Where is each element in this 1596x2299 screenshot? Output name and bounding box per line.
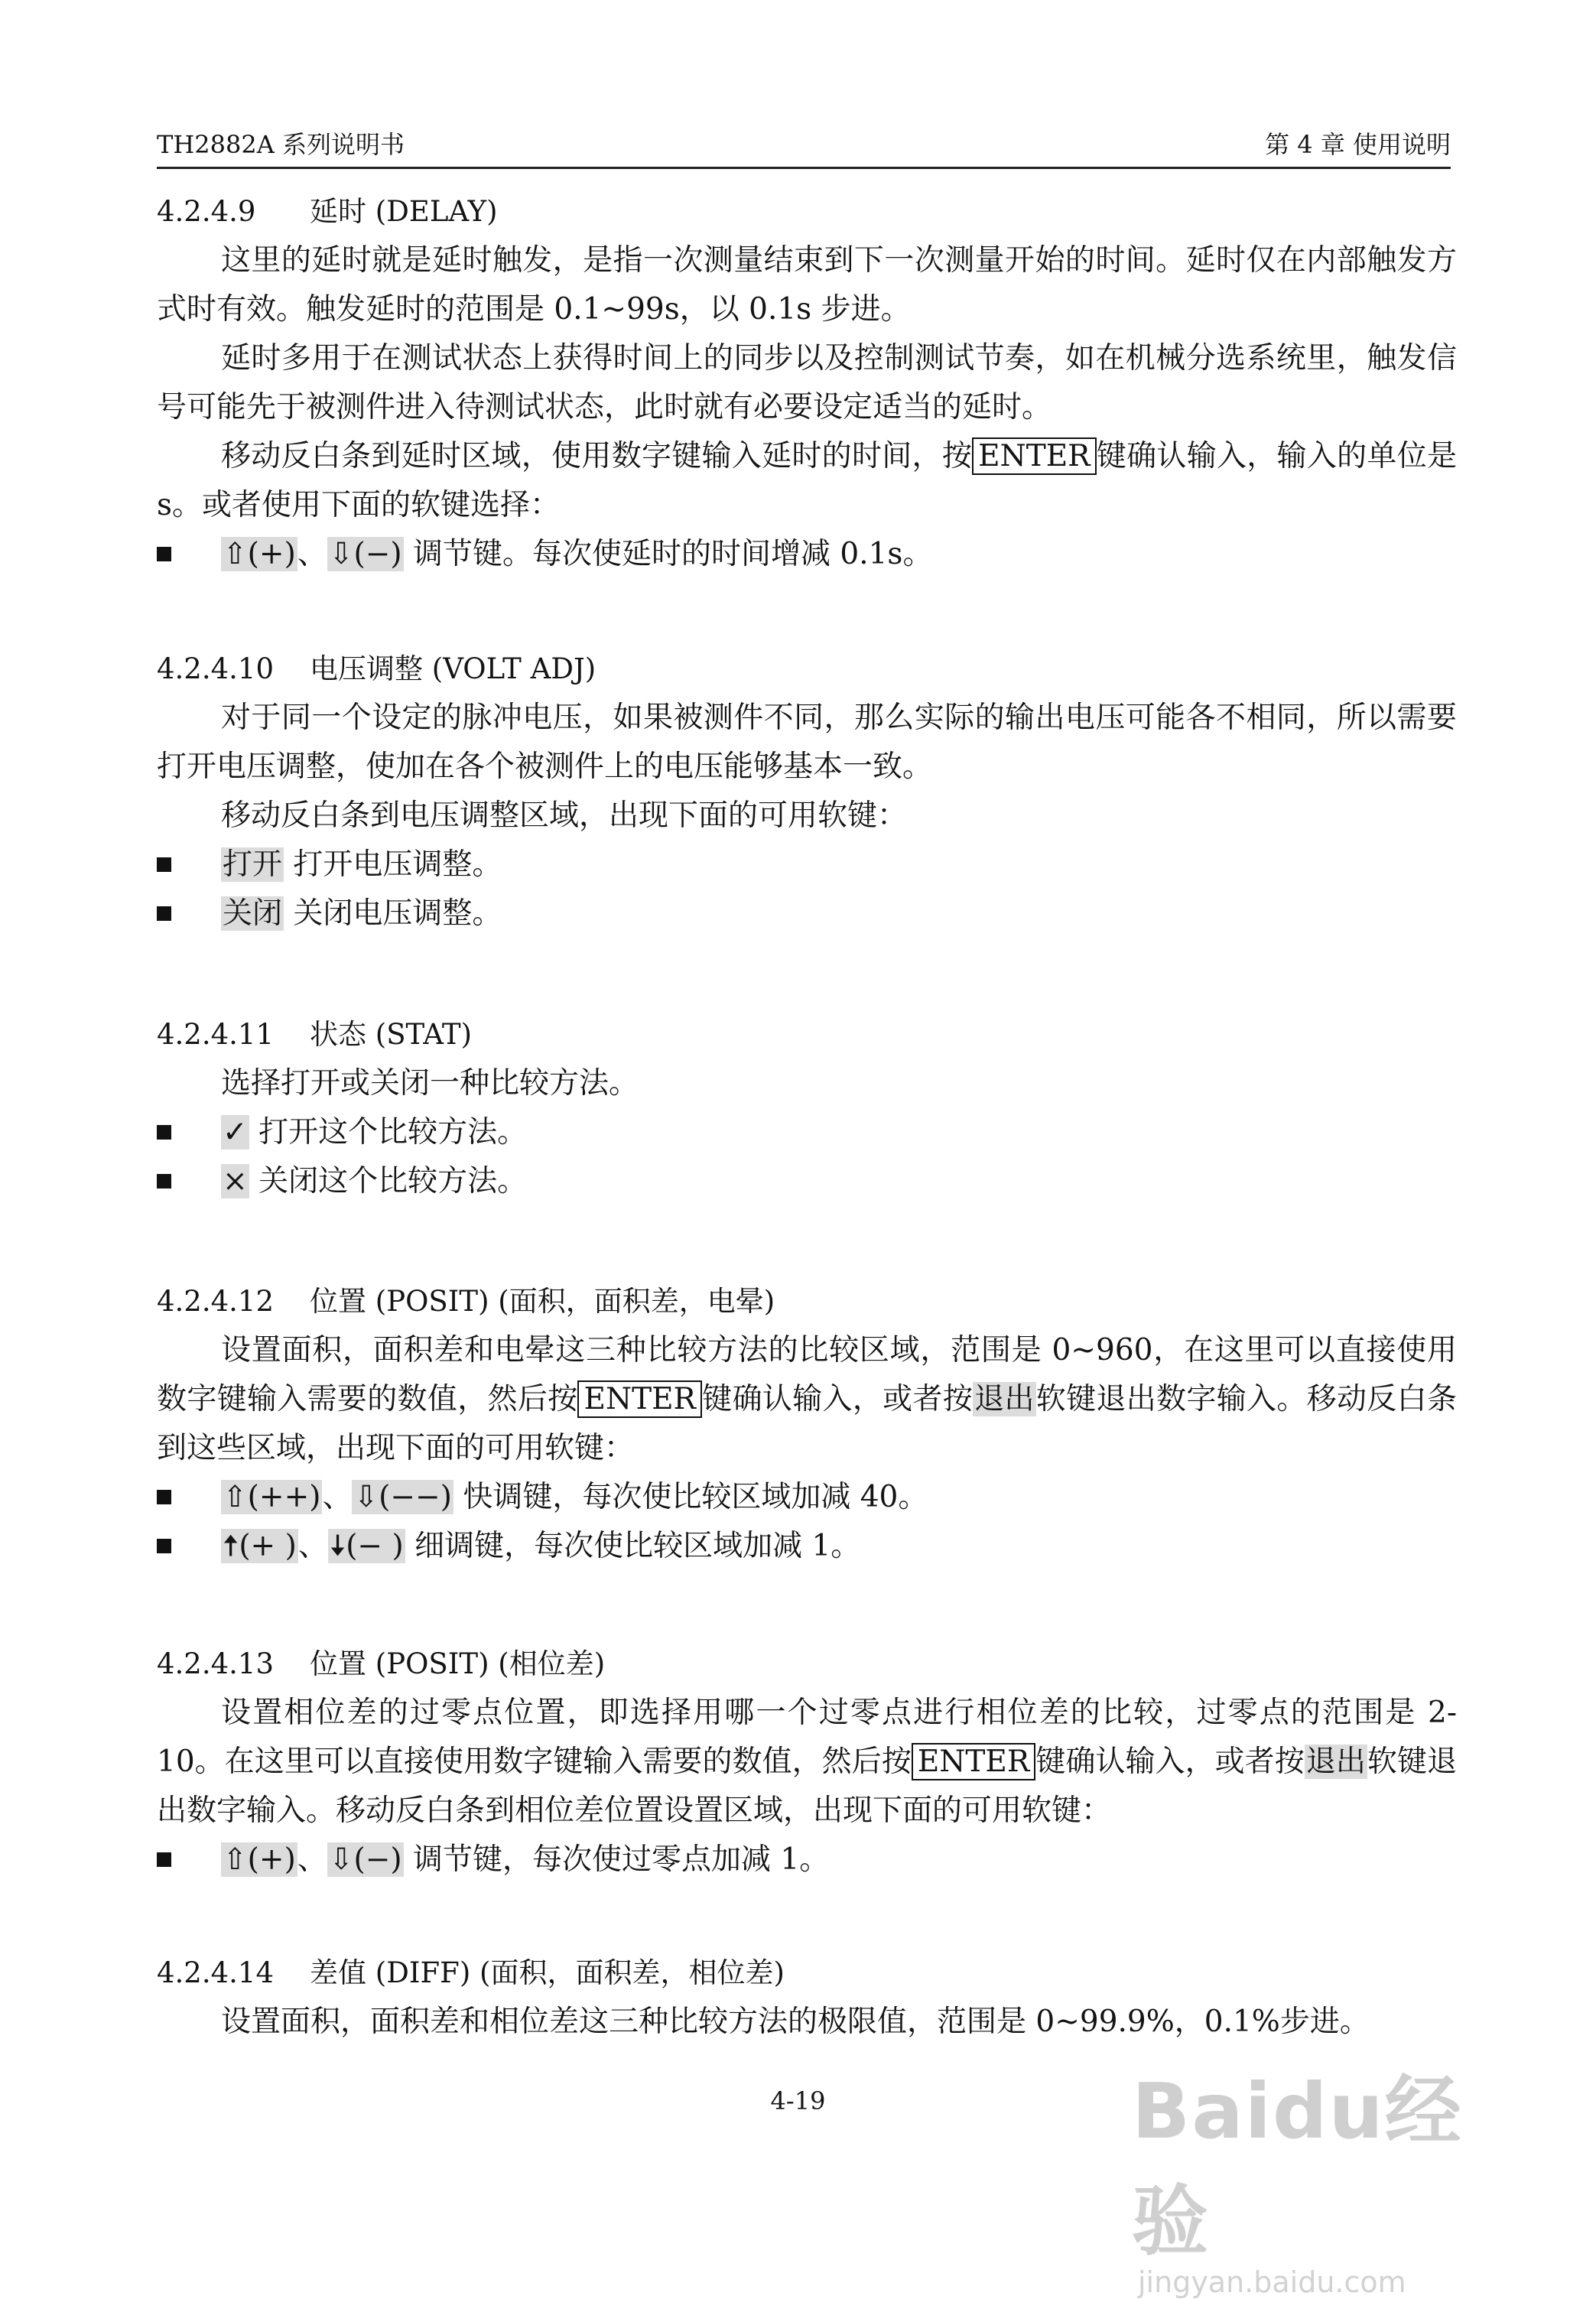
section-heading — [157, 1277, 1457, 1326]
down-softkey-label: ⇩(−) — [328, 1842, 402, 1877]
section-title: 差值 (DIFF) (面积，面积差，相位差) — [310, 1956, 785, 1989]
list-item — [157, 530, 1457, 579]
section-number: 4.2.4.12 — [157, 1285, 274, 1318]
open-softkey-label: 打开 — [223, 847, 283, 882]
list-item — [157, 889, 1457, 938]
paragraph: 对于同一个设定的脉冲电压，如果被测件不同，那么实际的输出电压可能各不相同，所以需要打开电压调整，使加在各个被测件上的电压能够基本一致。 — [157, 701, 1457, 784]
text: 键确认输入，或者按 — [701, 1382, 974, 1416]
section-stat — [157, 1010, 1457, 1206]
page-number: 4-19 — [770, 2086, 826, 2115]
up-softkey-label: ⇧(+) — [223, 1842, 296, 1877]
paragraph — [157, 1326, 1457, 1473]
section-heading — [157, 187, 1457, 236]
section-delay — [157, 187, 1457, 579]
text: 快调键，每次使比较区域加减 40。 — [453, 1480, 928, 1514]
section-volt-adj — [157, 645, 1457, 938]
page-header — [157, 128, 1451, 169]
fine-down-softkey-label: 🠇(− ) — [329, 1529, 404, 1563]
fast-down-softkey-label: ⇩(−−) — [353, 1480, 452, 1514]
check-icon: ✓ — [223, 1115, 248, 1150]
text: 调节键，每次使过零点加减 1。 — [403, 1842, 830, 1877]
text: 调节键。每次使延时的时间增减 0.1s。 — [403, 537, 933, 571]
section-heading — [157, 1949, 1457, 1998]
bullet-square-icon — [157, 547, 171, 561]
paragraph: 延时多用于在测试状态上获得时间上的同步以及控制测试节奏，如在机械分选系统里，触发信号可能先于被测件进入待测试状态，此时就有必要设定适当的延时。 — [157, 341, 1457, 424]
bullet-square-icon — [157, 1852, 171, 1867]
text: 、 — [297, 537, 327, 571]
close-softkey-label: 关闭 — [223, 896, 283, 931]
section-number: 4.2.4.11 — [157, 1018, 274, 1051]
fine-up-softkey-label: 🠅(+ ) — [223, 1529, 297, 1563]
text: 设置相位差的过零点位置，即选择用哪一个过零点进行相位差的比较，过零点的范围是 2-10。在这里可以直接使用数字键输入需要的数值，然后按 — [157, 1696, 1457, 1779]
section-number: 4.2.4.10 — [157, 652, 274, 685]
section-number: 4.2.4.14 — [157, 1956, 274, 1989]
section-title: 延时 (DELAY) — [310, 195, 498, 228]
fast-up-softkey-label: ⇧(++) — [223, 1480, 321, 1514]
enter-key-label: ENTER — [577, 1380, 701, 1418]
paragraph: 设置面积，面积差和相位差这三种比较方法的极限值，范围是 0~99.9%，0.1%步进。 — [221, 2005, 1370, 2039]
text: 细调键，每次使比较区域加减 1。 — [405, 1529, 861, 1563]
enter-key-label: ENTER — [912, 1743, 1035, 1780]
bullet-square-icon — [157, 1174, 171, 1189]
bullet-square-icon — [157, 857, 171, 872]
bullet-square-icon — [157, 906, 171, 921]
section-heading — [157, 1640, 1457, 1689]
paragraph: 移动反白条到电压调整区域，出现下面的可用软键： — [221, 798, 908, 833]
section-heading — [157, 645, 1457, 694]
list-item — [157, 1836, 1457, 1884]
paragraph — [157, 1689, 1457, 1836]
section-title: 位置 (POSIT) (相位差) — [310, 1647, 606, 1680]
list-item — [157, 1473, 1457, 1522]
list-item — [157, 1522, 1457, 1571]
paragraph: 选择打开或关闭一种比较方法。 — [221, 1066, 639, 1101]
text: 打开电压调整。 — [284, 847, 502, 882]
exit-softkey-label: 退出 — [1305, 1745, 1366, 1779]
text: 键确认输入，输入的单位是 s。或者使用下面的软键选择： — [157, 439, 1457, 522]
text: 软键退出数字输入。移动反白条到这些区域，出现下面的可用软键： — [157, 1382, 1457, 1465]
text: 软键退出数字输入。移动反白条到相位差位置设置区域，出现下面的可用软键： — [157, 1745, 1457, 1828]
text: 关闭电压调整。 — [284, 896, 502, 931]
text: 键确认输入，或者按 — [1035, 1745, 1305, 1779]
section-number: 4.2.4.9 — [157, 195, 256, 228]
section-title: 位置 (POSIT) (面积，面积差，电晕) — [310, 1285, 775, 1318]
text: 、 — [322, 1480, 353, 1514]
section-posit-phase — [157, 1640, 1457, 1884]
enter-key-label: ENTER — [972, 437, 1096, 475]
text: 打开这个比较方法。 — [249, 1115, 528, 1150]
section-heading — [157, 1010, 1457, 1059]
section-posit-area — [157, 1277, 1457, 1571]
list-item — [157, 1108, 1457, 1157]
paragraph — [157, 432, 1457, 530]
text: 移动反白条到延时区域，使用数字键输入延时的时间，按 — [221, 439, 973, 473]
text: 、 — [297, 1529, 328, 1563]
cross-icon: × — [223, 1164, 248, 1198]
paragraph: 这里的延时就是延时触发，是指一次测量结束到下一次测量开始的时间。延时仅在内部触发方式时有效。触发延时的范围是 0.1~99s，以 0.1s 步进。 — [157, 243, 1457, 327]
list-item — [157, 1157, 1457, 1206]
section-diff — [157, 1949, 1457, 2047]
bullet-square-icon — [157, 1490, 171, 1504]
section-title: 状态 (STAT) — [310, 1018, 473, 1051]
watermark-url: jingyan.baidu.com — [1138, 2265, 1406, 2299]
bullet-square-icon — [157, 1125, 171, 1140]
text: 设置面积，面积差和电晕这三种比较方法的比较区域，范围是 0~960，在这里可以直接使用数字键输入需要的数值，然后按 — [157, 1333, 1457, 1416]
baidu-logo: Baidu经验 — [1132, 2066, 1463, 2266]
header-manual-title: TH2882A 系列说明书 — [157, 130, 405, 159]
bullet-square-icon — [157, 1539, 171, 1553]
up-softkey-label: ⇧(+) — [223, 537, 296, 571]
text: 关闭这个比较方法。 — [249, 1164, 528, 1198]
header-chapter: 第 4 章 使用说明 — [1265, 130, 1451, 159]
down-softkey-label: ⇩(−) — [328, 537, 402, 571]
text: 、 — [297, 1842, 327, 1877]
baidu-watermark — [1132, 2050, 1514, 2299]
list-item — [157, 841, 1457, 889]
section-number: 4.2.4.13 — [157, 1647, 274, 1680]
section-title: 电压调整 (VOLT ADJ) — [310, 652, 596, 685]
exit-softkey-label: 退出 — [974, 1382, 1035, 1416]
